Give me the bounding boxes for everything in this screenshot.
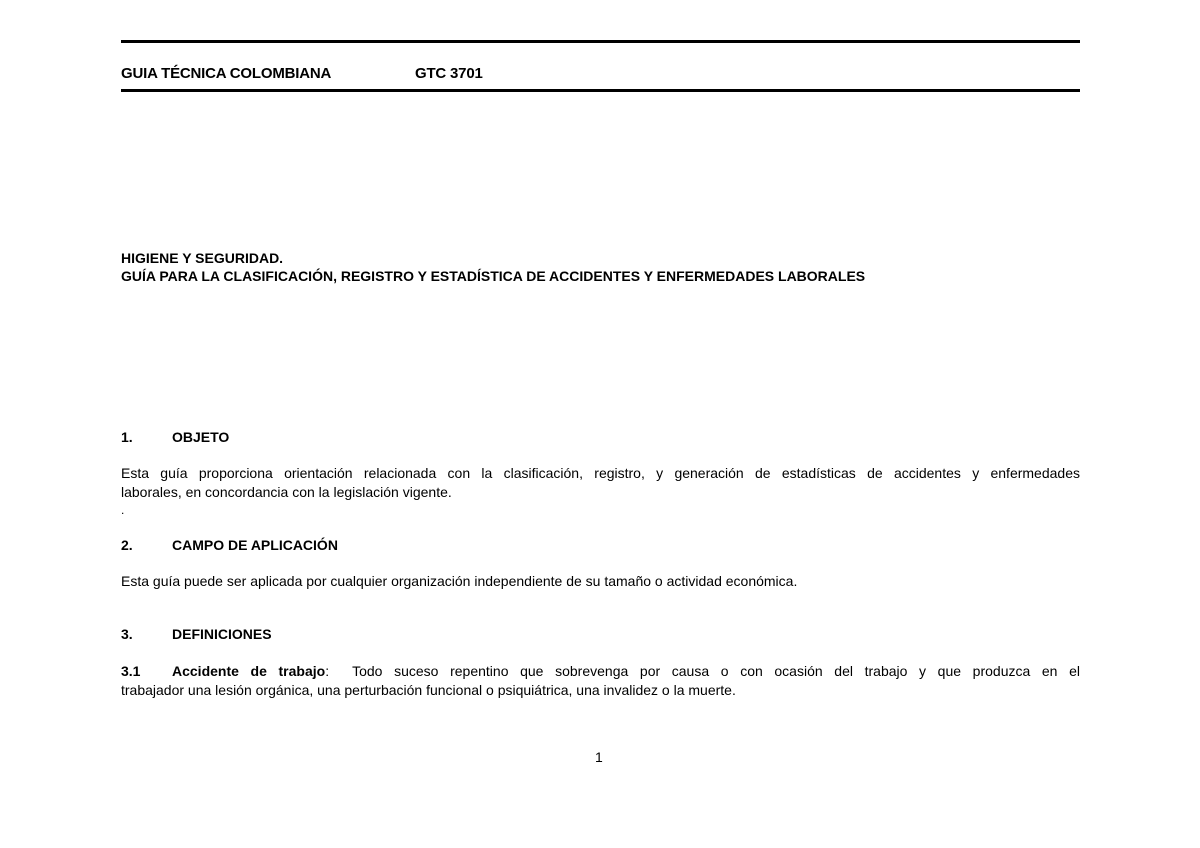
section-body-campo-de-aplicacion: Esta guía puede ser aplicada por cualquier organización independiente de su tamaño o actividad económica. bbox=[121, 573, 798, 589]
section-title: DEFINICIONES bbox=[172, 626, 272, 642]
document-header bbox=[121, 65, 483, 82]
section-heading-campo-de-aplicacion bbox=[121, 537, 338, 553]
title-line-1: HIGIENE Y SEGURIDAD. bbox=[121, 250, 284, 266]
header-code: GTC 3701 bbox=[415, 65, 483, 82]
stray-period: . bbox=[121, 503, 125, 517]
header-bottom-rule bbox=[121, 89, 1080, 92]
document-title bbox=[121, 249, 865, 285]
section-body-objeto-line-2: laborales, en concordancia con la legislación vigente. bbox=[121, 484, 452, 500]
section-number: 1. bbox=[121, 429, 133, 445]
definition-term: Accidente de trabajo bbox=[172, 663, 326, 679]
header-organization: GUIA TÉCNICA COLOMBIANA bbox=[121, 65, 332, 82]
section-heading-definiciones bbox=[121, 626, 272, 642]
section-heading-objeto bbox=[121, 429, 229, 445]
definition-separator: : bbox=[325, 663, 330, 679]
definition-text-line-2: trabajador una lesión orgánica, una perturbación funcional o psiquiátrica, una invalidez o la muerte. bbox=[121, 682, 736, 698]
definition-text-line-1: Todo suceso repentino que sobrevenga por causa o con ocasión del trabajo y que produzca en el bbox=[329, 663, 1081, 679]
section-number: 2. bbox=[121, 537, 133, 553]
section-body-objeto-line-1: Esta guía proporciona orientación relacionada con la clasificación, registro, y generación de estadísticas de accidentes y enfermedades bbox=[121, 465, 1080, 481]
section-number: 3. bbox=[121, 626, 133, 642]
definition-accidente-de-trabajo-line-1 bbox=[121, 662, 1080, 681]
section-title: OBJETO bbox=[172, 429, 230, 445]
title-line-2: GUÍA PARA LA CLASIFICACIÓN, REGISTRO Y ESTADÍSTICA DE ACCIDENTES Y ENFERMEDADES LABORALES bbox=[121, 268, 866, 284]
definition-number: 3.1 bbox=[121, 663, 141, 679]
page-number: 1 bbox=[595, 749, 603, 765]
header-top-rule bbox=[121, 40, 1080, 43]
section-title: CAMPO DE APLICACIÓN bbox=[172, 537, 338, 553]
